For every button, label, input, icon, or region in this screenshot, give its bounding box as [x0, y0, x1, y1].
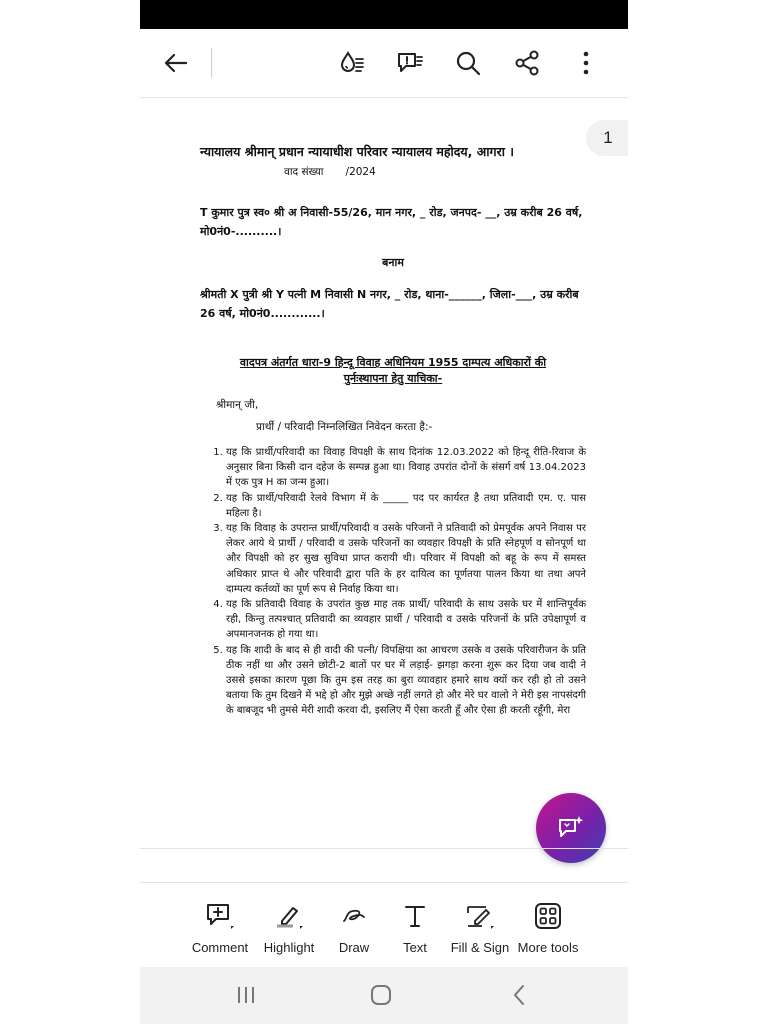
respondent-details: श्रीमती X पुत्री श्री Y पत्नी M निवासी N नगर, _ रोड, थाना-______, जिला-___, उम्र करीब 26 वर्ष, मो0नं0............। — [200, 288, 579, 320]
read-aloud-icon — [338, 49, 366, 77]
more-vertical-icon — [572, 49, 600, 77]
read-aloud-button[interactable] — [334, 45, 370, 81]
tool-label: Highlight — [263, 940, 315, 955]
share-icon — [513, 49, 541, 77]
status-bar — [140, 0, 628, 29]
text-icon — [400, 901, 430, 931]
more-options-button[interactable] — [568, 45, 604, 81]
list-item: 1. यह कि प्रार्थी/परिवादी का विवाह विपक्षी के साथ दिनांक 12.03.2022 को हिन्दू रीति-रिवाज के अनुसार बिना किसी दान दहेज के सम्पन्न हुआ था। विवाह उपरांत दोनों के संसर्ग वर्ष 13.04.2023 में एक पुत्र H का जन्म हुआ। — [226, 445, 586, 491]
list-item: 3. यह कि विवाह के उपरान्त प्रार्थी/परिवादी व उसके परिजनों ने प्रतिवादी को प्रेमपूर्वक अपने निवास पर लेकर आये थे प्रार्थी / परिवादी व उसके परिजनों का व्यवहार विपक्षी के प्रति स्नेहपूर्ण व सोनपूर्ण था और विपक्षी को हर सुख सुविधा प्राप्त करायी थी। परिवार में विपक्षी को बहू के रूप में समस्त अधिकार प्राप्त थे और परिवादी द्वारा पति के हर दायित्व का पूर्णतया पालन किया था तथा अपने दाम्पत्य कर्तव्यों का पूर्ण रूप से निर्वाह किया था। — [226, 521, 586, 597]
case-year: /2024 — [345, 166, 376, 178]
petition-heading: वादपत्र अंतर्गत धारा-9 हिन्दू विवाह अधिनियम 1955 दाम्पत्य अधिकारों की पुर्नःस्थापना हेतु याचिका- — [239, 356, 547, 385]
system-nav-bar — [140, 967, 628, 1024]
back-icon — [507, 982, 533, 1008]
share-button[interactable] — [509, 45, 545, 81]
arrow-left-icon — [162, 49, 190, 77]
comment-add-icon — [205, 901, 235, 931]
court-title: न्यायालय श्रीमान् प्रधान न्यायाधीश परिवार न्यायालय महोदय, आगरा । — [200, 144, 515, 159]
salutation: श्रीमान् जी, — [216, 399, 259, 411]
tool-label: Draw — [338, 940, 370, 955]
back-button[interactable] — [158, 45, 194, 81]
comment-tool[interactable] — [182, 901, 258, 963]
search-icon — [454, 49, 482, 77]
case-number-label: वाद संख्या — [284, 166, 324, 178]
home-icon — [368, 982, 394, 1008]
search-button[interactable] — [450, 45, 486, 81]
versus-label: बनाम — [382, 256, 404, 269]
comments-list-button[interactable] — [392, 45, 428, 81]
more-tools-icon — [533, 901, 563, 931]
list-item: 4. यह कि प्रतिवादी विवाह के उपरांत कुछ माह तक प्रार्थी/ परिवादी के साथ उसके घर में शान्तिपूर्वक रही, किन्तु तत्पश्चात् प्रतिवादी का व्यवहार प्रार्थी / परिवादी व उसके परिजनों के प्रति उपेक्षापूर्ण व अपमानजनक हो गया था। — [226, 597, 586, 643]
petitioner-details: T कुमार पुत्र स्व० श्री अ निवासी-55/26, मान नगर, _ रोड, जनपद- __, उम्र करीब 26 वर्ष, मो0नं0-..........। — [200, 206, 583, 238]
tool-label: More tools — [517, 940, 579, 955]
recent-apps-button[interactable] — [228, 980, 264, 1010]
recent-apps-icon — [233, 982, 259, 1008]
divider — [140, 848, 628, 849]
draw-icon — [339, 901, 369, 931]
back-nav-button[interactable] — [502, 980, 538, 1010]
document-viewer[interactable] — [140, 98, 628, 848]
bottom-toolbar — [140, 883, 628, 967]
fill-sign-tool[interactable] — [442, 901, 518, 963]
home-button[interactable] — [363, 980, 399, 1010]
page-number-badge: 1 — [586, 120, 628, 156]
highlighter-icon — [274, 901, 304, 931]
list-item: 5. यह कि शादी के बाद से ही वादी की पत्नी/ विपक्षिया का आचरण उसके व उसके परिवारीजन के प्रति ठीक नहीं था और उसने छोटी-2 बातों पर घर में लड़ाई- झगड़ा करना शुरू कर दिया जब वादी ने उससे इसका कारण पूछा कि तुम इस तरह का बुरा व्यावहार हमारे साथ क्यों कर रही हो तो उसने बताया कि तुम दिखने में भद्दे हो और मुझे अच्छे नहीं लगते हो और मेरे घर वालो ने मेरी इस नापसंदगी के बाबजूद भी तुमसे मेरी शादी करवा दी, इसलिए मैं ऐसा करती हूँ और ऐसा ही करती रहूँगी, मेरा — [226, 643, 586, 719]
ai-assistant-icon — [556, 813, 586, 843]
toolbar-divider — [211, 48, 212, 78]
petition-points — [200, 445, 586, 719]
petition-intro: प्रार्थी / परिवादी निम्नलिखित निवेदन करता है:- — [256, 421, 433, 433]
tool-label: Comment — [191, 940, 249, 955]
fill-sign-icon — [465, 901, 495, 931]
document-page — [200, 143, 586, 719]
list-item: 2. यह कि प्रार्थी/परिवादी रेलवे विभाग में के _____ पद पर कार्यरत है तथा प्रतिवादी एम. ए. पास महिला है। — [226, 491, 586, 521]
phone-screen — [140, 0, 628, 1024]
case-number — [200, 165, 586, 179]
tool-label: Fill & Sign — [450, 940, 510, 955]
comments-list-icon — [396, 49, 424, 77]
tool-label: Text — [403, 940, 427, 955]
top-toolbar — [140, 29, 628, 98]
more-tools-button[interactable] — [510, 901, 586, 963]
ai-assistant-button[interactable] — [536, 793, 606, 863]
